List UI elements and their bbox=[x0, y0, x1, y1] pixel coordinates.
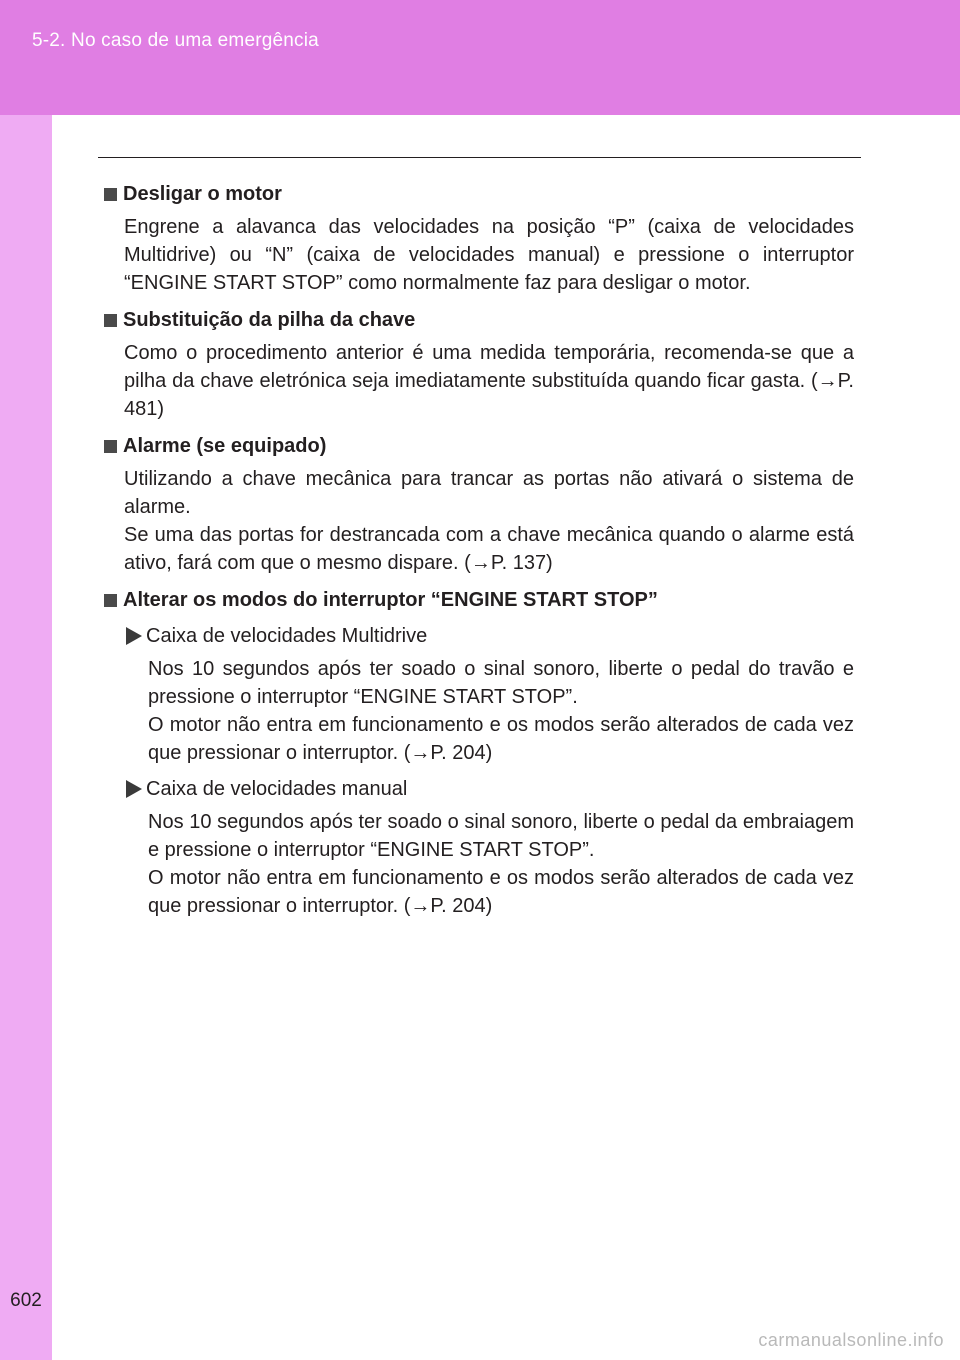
section-substituicao-pilha bbox=[104, 306, 854, 423]
paragraph: O motor não entra em funcionamento e os modos serão alterados de cada vez que pressionar o interruptor. (→P. 204) bbox=[148, 714, 854, 764]
section-alarme bbox=[104, 432, 854, 577]
top-rule bbox=[98, 157, 861, 158]
section-heading-text: Substituição da pilha da chave bbox=[123, 309, 416, 331]
paragraph: Utilizando a chave mecânica para trancar as portas não ativará o sistema de alarme. bbox=[124, 468, 854, 518]
paragraph: Engrene a alavanca das velocidades na posição “P” (caixa de velocidades Multidrive) ou “N” (caixa de velocidades manual) e pressione o interruptor “ENGINE START STOP” como normalmente faz para desligar o motor. bbox=[124, 216, 854, 294]
subsection-title: Caixa de velocidades manual bbox=[146, 778, 408, 800]
page-number: 602 bbox=[10, 1290, 42, 1311]
section-heading bbox=[104, 586, 854, 614]
square-bullet-icon bbox=[104, 440, 117, 453]
watermark: carmanualsonline.info bbox=[758, 1330, 944, 1350]
square-bullet-icon bbox=[104, 188, 117, 201]
paragraph: Como o procedimento anterior é uma medida temporária, recomenda-se que a pilha da chave eletrónica seja imediatamente substituída quando ficar gasta. (→P. 481) bbox=[124, 342, 854, 420]
section-heading-text: Alterar os modos do interruptor “ENGINE START STOP” bbox=[123, 589, 658, 611]
section-heading bbox=[104, 180, 854, 208]
square-bullet-icon bbox=[104, 314, 117, 327]
paragraph: Se uma das portas for destrancada com a chave mecânica quando o alarme está ativo, fará com que o mesmo dispare. (→P. 137) bbox=[124, 524, 854, 574]
paragraph: O motor não entra em funcionamento e os modos serão alterados de cada vez que pressionar o interruptor. (→P. 204) bbox=[148, 867, 854, 917]
subsection-heading-multidrive bbox=[126, 622, 854, 650]
triangle-bullet-icon bbox=[126, 780, 142, 798]
section-heading bbox=[104, 432, 854, 460]
section-desligar-motor bbox=[104, 180, 854, 297]
chapter-header-band bbox=[0, 0, 960, 115]
section-alterar-modos bbox=[104, 586, 854, 920]
chapter-title: 5-2. No caso de uma emergência bbox=[32, 30, 319, 51]
subsection-title: Caixa de velocidades Multidrive bbox=[146, 625, 428, 647]
side-strip bbox=[0, 115, 52, 1360]
paragraph: Nos 10 segundos após ter soado o sinal sonoro, liberte o pedal do travão e pressione o interruptor “ENGINE START STOP”. bbox=[148, 658, 854, 708]
subsection-heading-manual bbox=[126, 775, 854, 803]
section-heading-text: Alarme (se equipado) bbox=[123, 435, 327, 457]
paragraph: Nos 10 segundos após ter soado o sinal sonoro, liberte o pedal da embraiagem e pressione o interruptor “ENGINE START STOP”. bbox=[148, 811, 854, 861]
triangle-bullet-icon bbox=[126, 627, 142, 645]
square-bullet-icon bbox=[104, 594, 117, 607]
section-heading-text: Desligar o motor bbox=[123, 183, 282, 205]
page-content bbox=[104, 180, 854, 929]
section-heading bbox=[104, 306, 854, 334]
